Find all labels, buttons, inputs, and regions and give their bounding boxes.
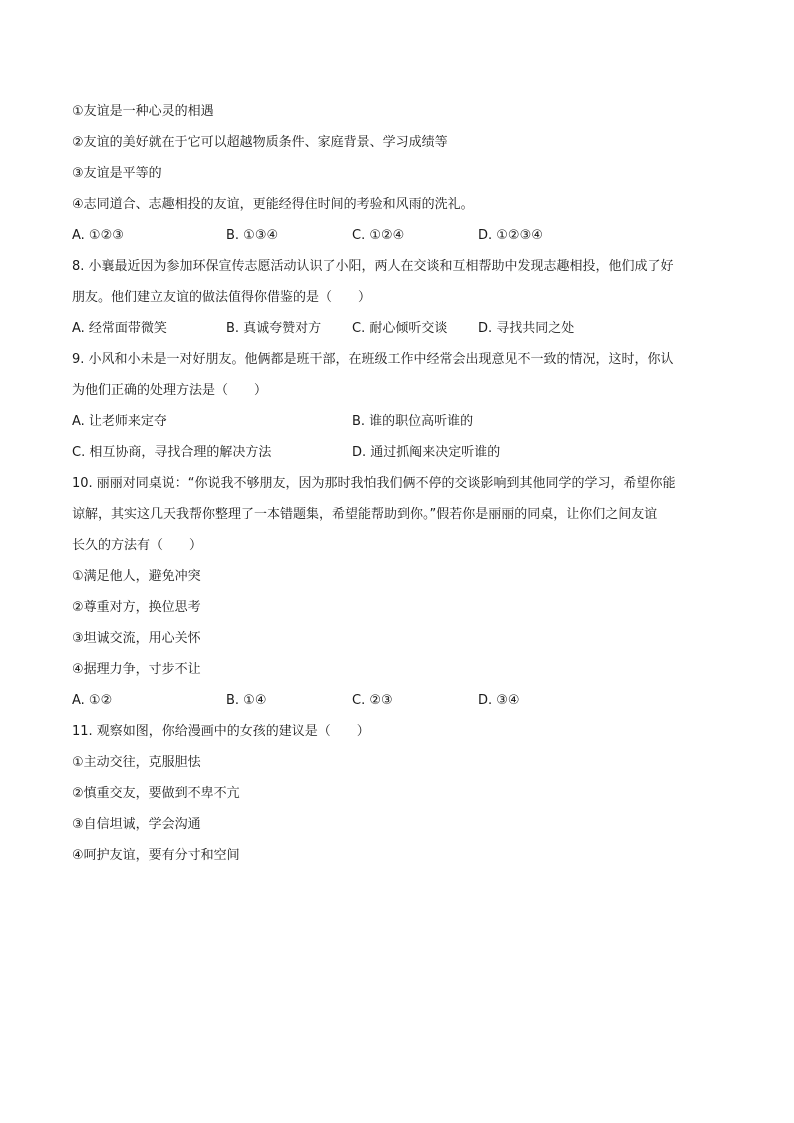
q8-option-d: D. 寻找共同之处 (478, 321, 575, 336)
q10-option-c: C. ②③ (352, 693, 393, 708)
q10-statement-2: ②尊重对方，换位思考 (72, 600, 201, 615)
q11-statement-4: ④呵护友谊，要有分寸和空间 (72, 848, 240, 863)
q9-option-d: D. 通过抓阄来决定听谁的 (352, 445, 501, 460)
q8-option-c: C. 耐心倾听交谈 (352, 321, 448, 336)
q8-option-a: A. 经常面带微笑 (72, 321, 167, 336)
q10-stem-line-2: 谅解，其实这几天我帮你整理了一本错题集，希望能帮助到你。”假若你是丽丽的同桌，让你们之间友谊 (72, 507, 658, 522)
q9-option-a: A. 让老师来定夺 (72, 414, 167, 429)
q11-stem-line-1: 11. 观察如图，你给漫画中的女孩的建议是（ ） (72, 724, 370, 739)
q10-statement-3: ③坦诚交流，用心关怀 (72, 631, 201, 646)
q7-statement-3: ③友谊是平等的 (72, 166, 162, 181)
q10-stem-line-3: 长久的方法有（ ） (72, 538, 203, 553)
q9-option-b: B. 谁的职位高听谁的 (352, 414, 474, 429)
q9-option-c: C. 相互协商，寻找合理的解决方法 (72, 445, 272, 460)
q11-statement-1: ①主动交往，克服胆怯 (72, 755, 201, 770)
q7-option-a: A. ①②③ (72, 228, 124, 243)
q11-statement-3: ③自信坦诚，学会沟通 (72, 817, 201, 832)
q10-statement-4: ④据理力争，寸步不让 (72, 662, 201, 677)
q11-statement-2: ②慎重交友，要做到不卑不亢 (72, 786, 240, 801)
q10-option-b: B. ①④ (226, 693, 267, 708)
q10-options (72, 693, 732, 709)
q7-option-b: B. ①③④ (226, 228, 279, 243)
q7-options (72, 228, 732, 244)
q10-option-a: A. ①② (72, 693, 113, 708)
q8-stem-line-1: 8. 小襄最近因为参加环保宣传志愿活动认识了小阳，两人在交谈和互相帮助中发现志趣相投，他们成了好 (72, 259, 674, 274)
q10-stem-line-1: 10. 丽丽对同桌说：“你说我不够朋友，因为那时我怕我们俩不停的交谈影响到其他同学的学习，希望你能 (72, 476, 676, 491)
q9-stem-line-2: 为他们正确的处理方法是（ ） (72, 383, 268, 398)
q7-statement-4: ④志同道合、志趣相投的友谊，更能经得住时间的考验和风雨的洗礼。 (72, 197, 474, 212)
q8-option-b: B. 真诚夸赞对方 (226, 321, 322, 336)
q10-option-d: D. ③④ (478, 693, 520, 708)
q7-statement-2: ②友谊的美好就在于它可以超越物质条件、家庭背景、学习成绩等 (72, 135, 448, 150)
q7-option-d: D. ①②③④ (478, 228, 543, 243)
q8-stem-line-2: 朋友。他们建立友谊的做法值得你借鉴的是（ ） (72, 290, 372, 305)
q8-options (72, 321, 732, 337)
q7-option-c: C. ①②④ (352, 228, 405, 243)
q9-options-row-2 (72, 445, 732, 461)
q10-statement-1: ①满足他人，避免冲突 (72, 569, 201, 584)
q9-stem-line-1: 9. 小风和小未是一对好朋友。他俩都是班干部，在班级工作中经常会出现意见不一致的情况，这时，你认 (72, 352, 674, 367)
q7-statement-1: ①友谊是一种心灵的相遇 (72, 104, 214, 119)
q9-options-row-1 (72, 414, 732, 430)
